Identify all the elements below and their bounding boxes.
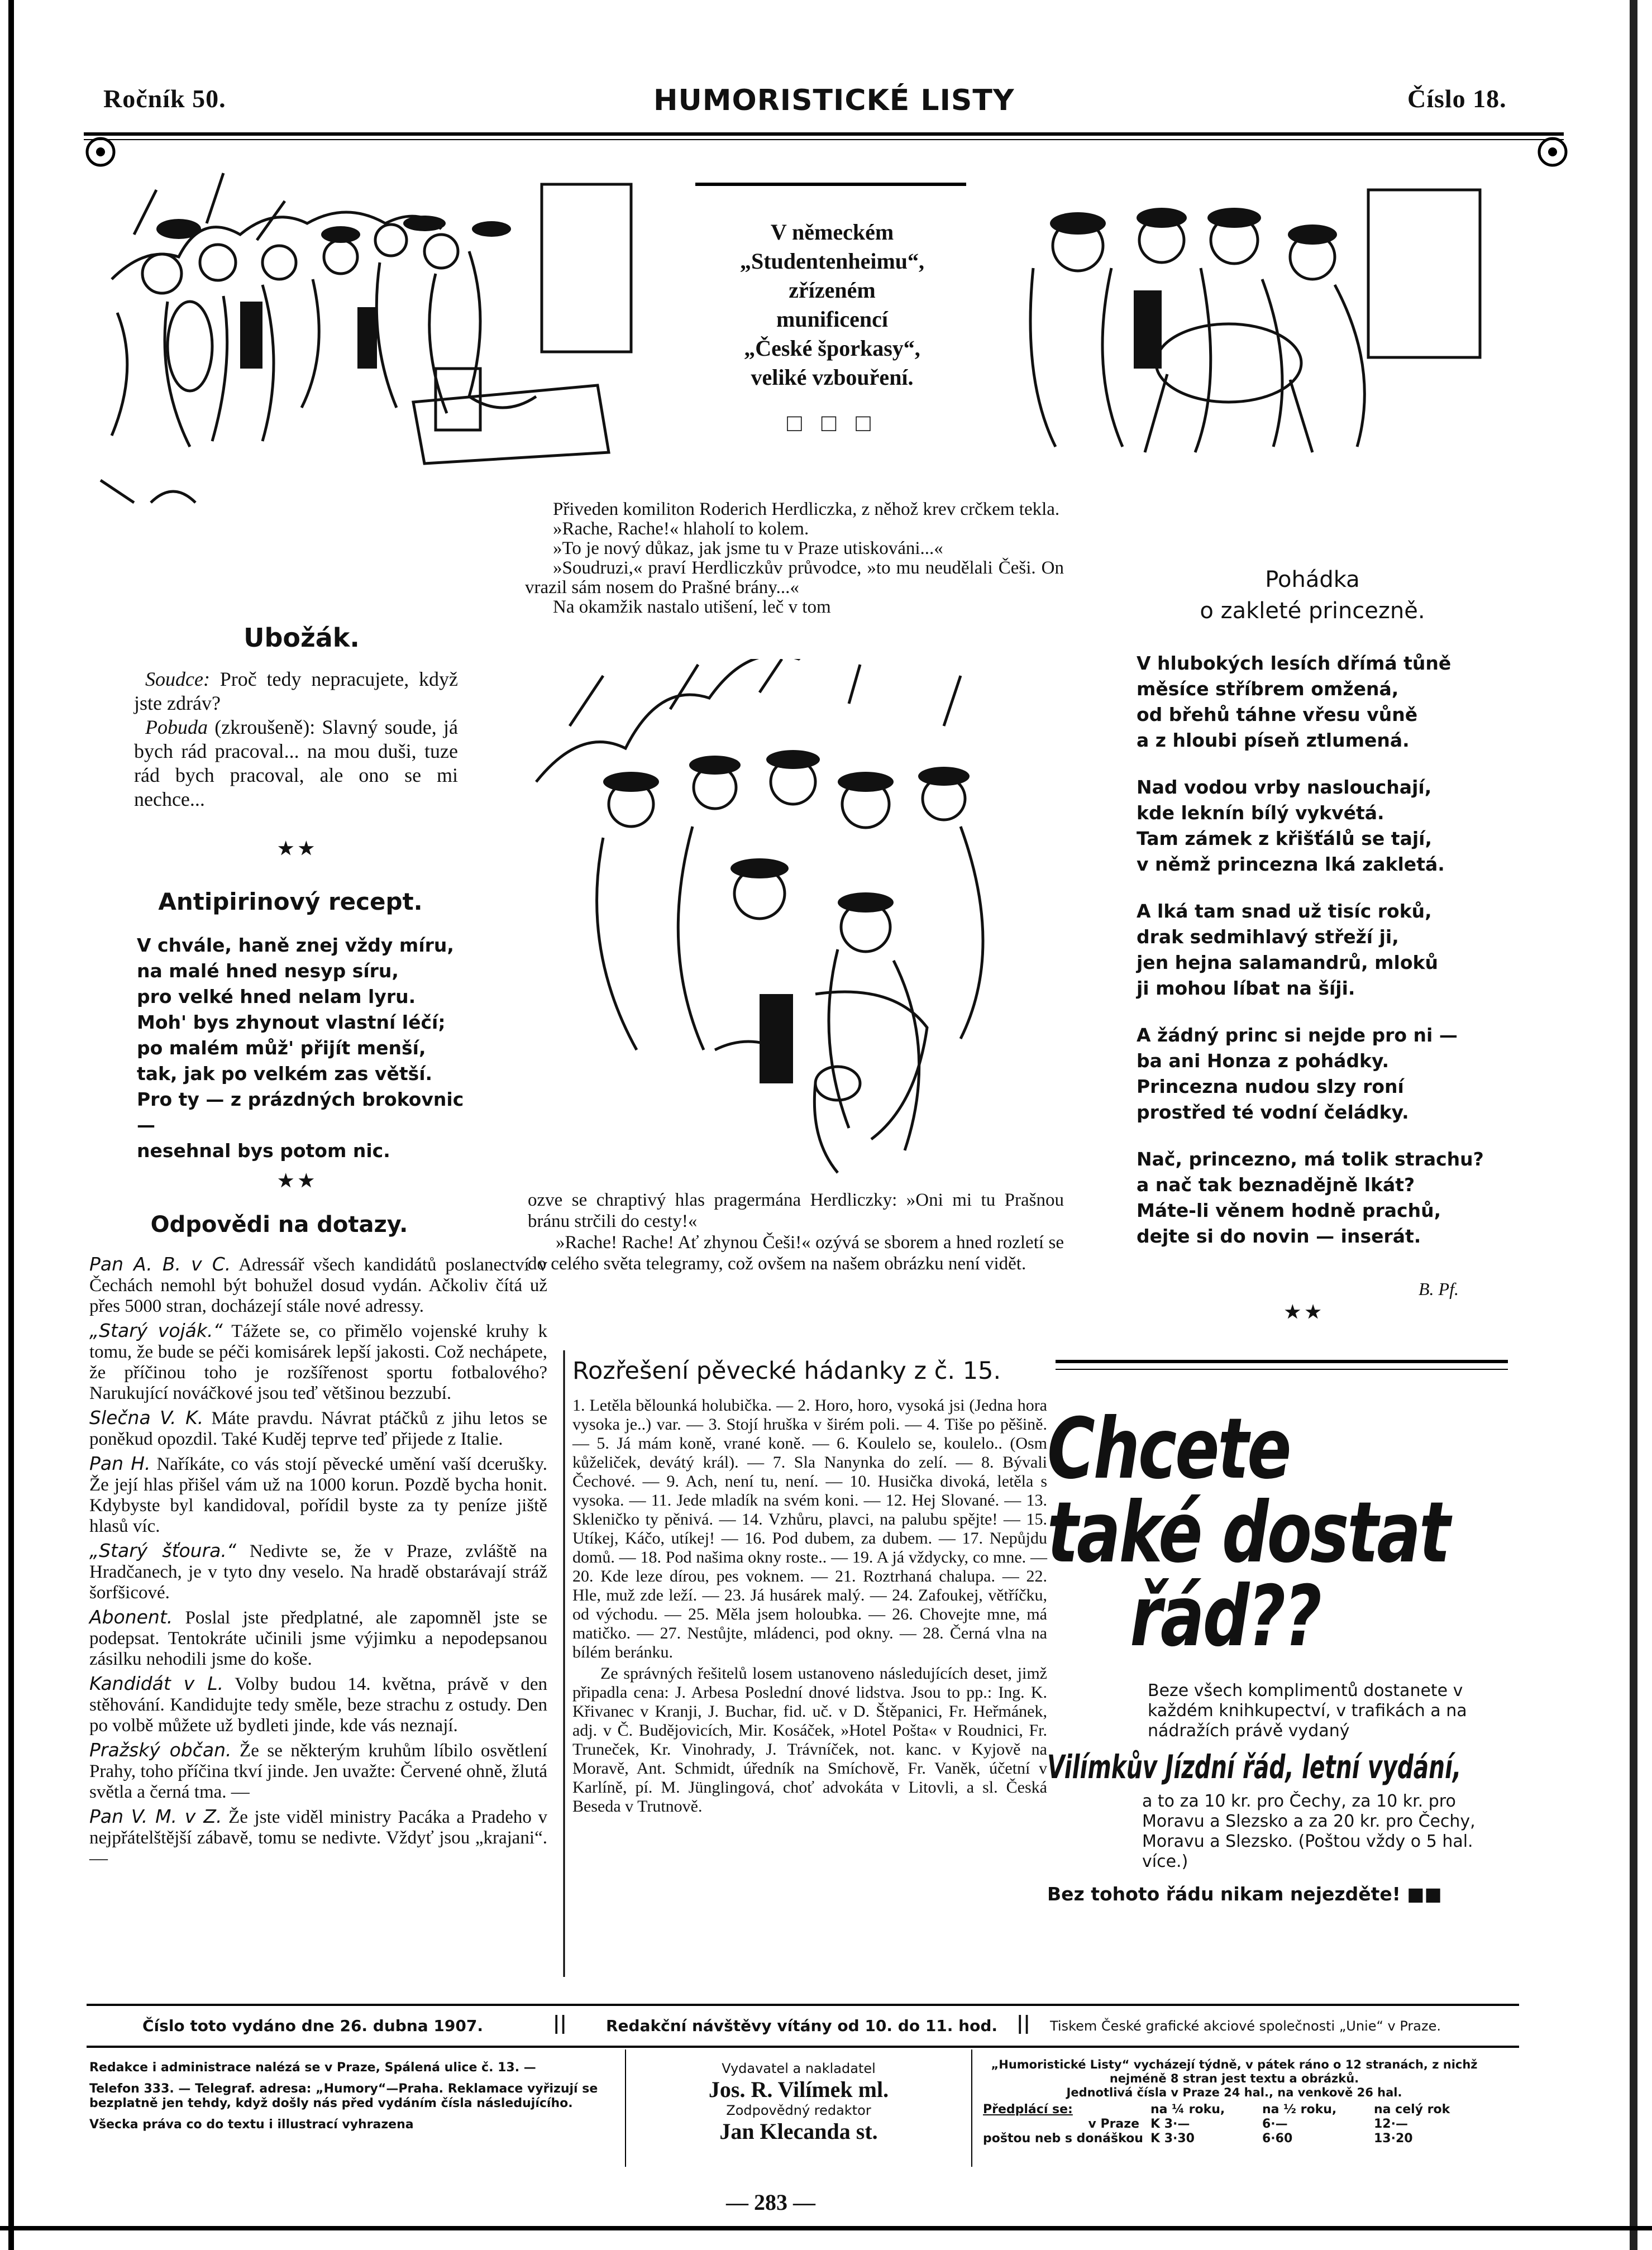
- speaker-line: (zkroušeně): Slavný soude, já bych rád pracoval... na mou duši, tuze rád bych pracoval, ale ono se mi nechce...: [134, 716, 458, 810]
- poem-line: po malém můž' přijít menší,: [137, 1037, 426, 1059]
- price-row: v Praze K 3·— 6·— 12·—: [1088, 2117, 1408, 2131]
- separator: ||: [1016, 2012, 1030, 2034]
- fairytale-poem: [1137, 651, 1539, 1249]
- visiting-hours: Redakční návštěvy vítány od 10. do 11. hod.: [606, 2017, 998, 2035]
- volume-label: Ročník 50.: [103, 84, 226, 113]
- page-number: — 283 —: [726, 2190, 815, 2215]
- title-line: o zakleté princezně.: [1200, 598, 1425, 624]
- antipirin-title: Antipirinový recept.: [158, 888, 423, 915]
- imprint-right: „Humoristické Listy“ vycházejí týdně, v pátek ráno o 12 stranách, z nichž nejméně 8 stran jest textu a obrázků. Jednotlivá čísla v Praze 24 hal., na venkově 26 hal.: [991, 2058, 1478, 2099]
- stanza: Nad vodou vrby naslouchají, kde leknín bílý vykvétá. Tam zámek z křišťálů se tají, v němž princezna lká zakletá.: [1137, 776, 1445, 875]
- speaker-role: Pobuda: [145, 716, 208, 738]
- answer-item: Abonent. Poslal jste předplatné, ale zapomněl jste se podepsat. Tentokráte učinili jsme výjimku a nepodepsanou zásilku nehodili jsme do koše.: [89, 1606, 548, 1669]
- timetable-advertisement: [1047, 1401, 1505, 1905]
- stanza: A lká tam snad už tisíc roků, drak sedmihlavý střeží ji, jen hejna salamandrů, mloků ji mohou líbat na šíji.: [1137, 900, 1438, 999]
- imprint-center: Vydavatel a nakladatel Jos. R. Vilímek ml. Zodpovědný redaktor Jan Klecanda st.: [708, 2061, 889, 2144]
- heading-line: „Studentenheimu“,: [739, 249, 925, 274]
- subscription-prices: [983, 2103, 1486, 2146]
- stanza: A žádný princ si nejde pro ni — ba ani Honza z pohádky. Princezna nudou slzy roní prostřed té vodní čeládky.: [1137, 1024, 1458, 1123]
- price-header: Předplácí se: na ¼ roku, na ½ roku, na celý rok: [983, 2103, 1450, 2117]
- price-row: poštou neb s donáškou K 3·30 6·60 13·20: [983, 2132, 1413, 2146]
- answers-title: Odpovědi na dotazy.: [150, 1212, 408, 1238]
- puzzle-solution: [572, 1396, 1047, 1816]
- illustration-crowd-center: [503, 659, 1072, 1184]
- issue-date: Číslo toto vydáno dne 26. dubna 1907.: [142, 2017, 483, 2035]
- story-paragraph: »Soudruzi,« praví Herdliczkův průvodce, »to mu neudělali Češi. On vrazil sám nosem do Prašné brány...«: [525, 558, 1064, 598]
- poem-line: na malé hned nesyp síru,: [137, 960, 399, 982]
- section-stars: ★ ★: [1285, 1302, 1321, 1322]
- printer-line: Tiskem České grafické akciové společnosti „Unie“ v Praze.: [1050, 2018, 1441, 2034]
- answer-item: Pan A. B. v C. Adressář všech kandidátů poslanectví v Čechách nemohl být bohužel dosud vydán. Ačkoliv čítá už přes 5000 stran, docházejí stále nové adressy.: [89, 1253, 547, 1316]
- poem-line: Moh' bys zhynout vlastní léčí;: [137, 1011, 446, 1033]
- heading-line: veliké vzbouření.: [751, 365, 914, 390]
- answers-list: [89, 1254, 547, 1872]
- poem-line: Pro ty — z prázdných brokovnic —: [137, 1088, 464, 1136]
- poem-line: tak, jak po velkém zas větší.: [137, 1063, 433, 1085]
- center-heading: [670, 218, 994, 438]
- ad-headline: Chcete také dostat řád??: [1047, 1401, 1449, 1665]
- answer-item: Pan V. M. v Z. Že jste viděl ministry Pacáka a Pradeho v nejpřátelštější zábavě, tomu se nedivte. Vždyť jsou „krajani“. —: [89, 1805, 547, 1869]
- illustration-brawl-right: [1000, 179, 1486, 458]
- ubozak-text: [134, 667, 458, 811]
- story-paragraph: »To je nový důkaz, jak jsme tu v Praze utiskováni...«: [553, 538, 943, 558]
- ubozak-title: Ubožák.: [243, 623, 360, 653]
- poem-line: nesehnal bys potom nic.: [137, 1140, 390, 1162]
- answer-item: Kandidát v L. Volby budou 14. května, právě v den stěhování. Kandidujte tedy směle, beze strachu z ostudy. Den po volbě můžete už bydleti jinde, kde vás neznají.: [89, 1673, 548, 1736]
- story-paragraph: »Rache! Rache! Ať zhynou Češi!« ozývá se sborem a hned rozletí se do celého světa telegramy, což ovšem na našem obrázku není vidět.: [528, 1233, 1064, 1274]
- heading-line: zřízeném: [789, 278, 876, 303]
- winners-text: Ze správných řešitelů losem ustanoveno následujících deset, jimž připadla cena: J. Arbesa Poslední dnové lidstva. Jsou to pp.: Ing. K. Křivanec v Kranji, J. Buchar, fid. uč. v D. Štěpanici, Fr. Heřmánek, adj. v Č. Budějovicích, Mir. Kosáček, »Hotel Pošta« v Roudnici, Fr. Truneček, Kr. Vinohrady, J. Trávníček, not. kanc. v Kyjově na Moravě, Ant. Schmidt, úředník na Smíchově, Fr. Vaněk, účetní v Karlíně, pí. M. Jünglingová, choť advokáta v Litovli, a sl. Česká Beseda v Trutnově.: [572, 1664, 1047, 1816]
- section-stars: ★ ★: [278, 838, 314, 858]
- ad-body: Beze všech komplimentů dostanete v každém knihkupectví, v trafikách a na nádražích právě vydaný: [1148, 1681, 1467, 1741]
- title-line: Pohádka: [1265, 567, 1360, 593]
- ad-footer: Bez tohoto řádu nikam nejezděte! ■■: [1047, 1883, 1442, 1905]
- story-paragraph: Na okamžik nastalo utišení, leč v tom: [553, 597, 831, 617]
- answer-item: Slečna V. K. Máte pravdu. Návrat ptáčků z jihu letos se poněkud opozdil. Také Kuděj teprve teď přijede z Italie.: [89, 1407, 547, 1449]
- solution-text: 1. Letěla bělounká holubička. — 2. Horo, horo, vysoká jsi (Jedna hora vysoka je..) var. — 3. Stojí hruška v širém poli. — 4. Tiše po pěšině. — 5. Já mám koně, vrané koně. — 6. Koulelo se, koulelo.. (Osm kůželiček, devátý král). — 7. Sla Nanynka do zelí. — 8. Bývali Čechové. — 9. Ach, není tu, není. — 10. Husička divoká, letěla s vysoka. — 11. Jede mladík na svém koni. — 12. Hej Slované. — 13. Skleničko ty pěnivá. — 14. Vzhůru, plavci, na palubu spějte! — 15. Utíkej, Káčo, utíkej! — 16. Pod dubem, za dubem. — 17. Nepůjdu domů. — 18. Pod našima okny roste.. — 19. A já vždycky, co mne. — 20. Kde leze dírou, pes voknem. — 21. Roztrhaná chalupa. — 22. Hle, muž zde leží. — 23. Já husárek malý. — 24. Zafoukej, větříčku, od východu. — 25. Měla jsem holoubka. — 26. Chovejte mne, má matičko. — 27. Nestůjte, mládenci, pod okny. — 28. Černá vlna na bílém beránku.: [572, 1396, 1047, 1661]
- separator: ||: [553, 2012, 567, 2034]
- issue-label: Číslo 18.: [1407, 84, 1507, 113]
- story-top: [525, 500, 1064, 617]
- poem-line: pro velké hned nelam lyru.: [137, 986, 416, 1007]
- imprint-left: Redakce i administrace nalézá se v Praze, Spálená ulice č. 13. — Telefon 333. — Telegraf. adresa: „Humory“—Praha. Reklamace vyřizují se bezplatně jen tehdy, když došly nás před vydáním čísla následujícího. Všecka práva co do textu i illustrací vyhrazena: [89, 2061, 598, 2132]
- answer-item: Pan H. Naříkáte, co vás stojí pěvecké umění vaší dcerušky. Že její hlas přišel vám už na 1000 korun. Pozdě bycha honit. Kdybyste byl kandidoval, pořídil byste za ty peníze jiště hlasů víc.: [89, 1453, 548, 1536]
- fairytale-title: [1123, 564, 1502, 627]
- section-stars: ★ ★: [278, 1171, 314, 1191]
- stanza: V hlubokých lesích dřímá tůně měsíce stříbrem omžená, od břehů táhne vřesu vůně a z hloubi píseň ztlumená.: [1137, 652, 1452, 751]
- poem-signature: B. Pf.: [1419, 1279, 1459, 1299]
- answer-item: „Starý voják.“ Tážete se, co přimělo vojenské kruhy k tomu, že bude se péči komisárek lepší jakosti. Což nechápete, že příčinou toho je rozšířenost sportu fotbalového? Narukující nováčkové jsou teď většinou bezzubí.: [89, 1320, 547, 1403]
- story-paragraph: Přiveden komiliton Roderich Herdliczka, z něhož krev crčkem tekla.: [553, 499, 1060, 519]
- story-paragraph: »Rache, Rache!« hlaholí to kolem.: [553, 519, 809, 539]
- puzzle-solution-title: Rozřešení pěvecké hádanky z č. 15.: [572, 1357, 1001, 1385]
- speaker-role: Soudce:: [145, 668, 210, 690]
- ad-product: Vilímkův Jízdní řád, letní vydání,: [1047, 1748, 1462, 1786]
- heading-line: „České šporkasy“,: [744, 336, 920, 361]
- heading-line: V německém: [770, 219, 894, 245]
- ad-price: a to za 10 kr. pro Čechy, za 10 kr. pro Moravu a Slezsko a za 20 kr. pro Čechy, Moravu a Slezsko. (Poštou vždy o 5 hal. více.): [1142, 1792, 1476, 1871]
- story-bottom: [528, 1190, 1064, 1274]
- answer-item: Pražský občan. Že se některým kruhům líbilo osvětlení Prahy, toho příčina tkví jinde. Jen uvažte: Červené ohně, žlutá světla a černá tma. —: [89, 1739, 547, 1802]
- answer-item: „Starý šťoura.“ Nedivte se, že v Praze, zvláště na Hradčanech, je v tyto dny veselo. Na hradě obstarávají stráž šorfšicové.: [89, 1540, 548, 1603]
- story-paragraph: ozve se chraptivý hlas pragermána Herdliczky: »Oni mi tu Prašnou bránu strčili do cesty!«: [528, 1190, 1064, 1231]
- masthead-title: HUMORISTICKÉ LISTY: [653, 84, 1015, 117]
- poem-line: V chvále, haně znej vždy míru,: [137, 934, 454, 956]
- heading-line: munificencí: [776, 307, 888, 332]
- antipirin-poem: [137, 933, 472, 1164]
- speaker-line: Proč tedy nepracujete, když jste zdráv?: [134, 668, 458, 714]
- stanza: Nač, princezno, má tolik strachu? a nač tak beznadějně lkát? Máte-li věnem hodně prachů, dejte si do novin — inserát.: [1137, 1148, 1484, 1247]
- ornament-squares: □ □ □: [787, 409, 877, 437]
